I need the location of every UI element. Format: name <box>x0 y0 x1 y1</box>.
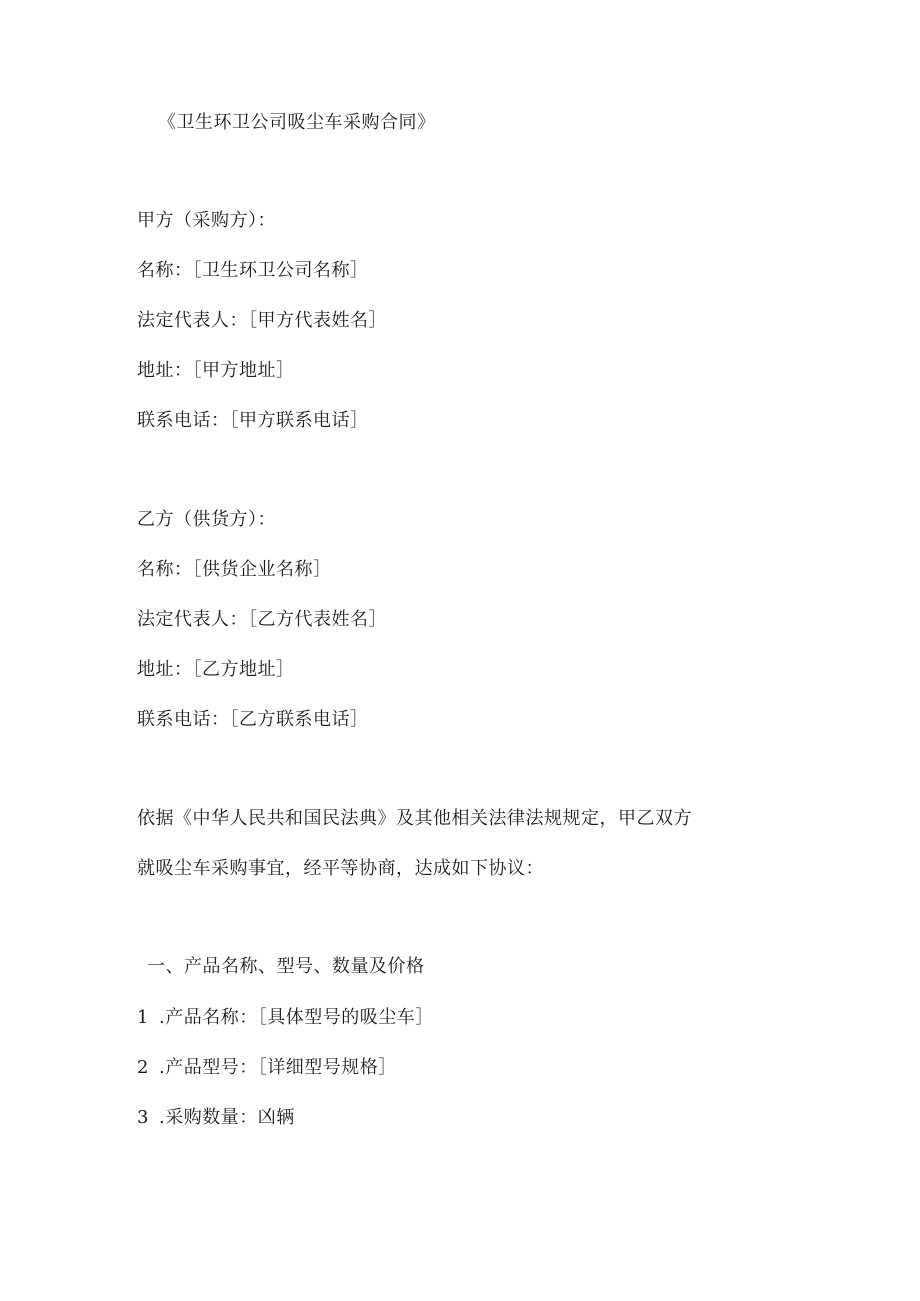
item-text: .产品型号：［详细型号规格］ <box>159 1057 397 1078</box>
item-number: 3 <box>137 1107 149 1128</box>
section-1-heading: 一、产品名称、型号、数量及价格 <box>147 956 425 977</box>
party-a-address: 地址：［甲方地址］ <box>137 360 295 381</box>
list-item <box>137 1006 434 1030</box>
party-b-name: 名称：［供货企业名称］ <box>137 559 332 580</box>
list-item <box>137 1056 397 1080</box>
party-a-name: 名称：［卫生环卫公司名称］ <box>137 260 369 281</box>
party-b-address: 地址：［乙方地址］ <box>137 659 295 680</box>
item-text: .采购数量：凶辆 <box>159 1107 295 1128</box>
list-item <box>137 1106 295 1130</box>
party-b-representative: 法定代表人：［乙方代表姓名］ <box>137 609 387 630</box>
item-number: 1 <box>137 1007 149 1028</box>
document-title: 《卫生环卫公司吸尘车采购合同》 <box>158 112 436 133</box>
party-b-heading: 乙方（供货方）： <box>137 509 276 530</box>
party-a-heading: 甲方（采购方）： <box>137 210 276 231</box>
party-a-representative: 法定代表人：［甲方代表姓名］ <box>137 310 387 331</box>
party-b-phone: 联系电话：［乙方联系电话］ <box>137 709 369 730</box>
preamble-line-2: 就吸尘车采购事宜，经平等协商，达成如下协议： <box>137 858 544 879</box>
preamble-line-1: 依据《中华人民共和国民法典》及其他相关法律法规规定，甲乙双方 <box>137 808 692 829</box>
item-number: 2 <box>137 1057 149 1078</box>
party-a-phone: 联系电话：［甲方联系电话］ <box>137 410 369 431</box>
item-text: .产品名称：［具体型号的吸尘车］ <box>159 1007 434 1028</box>
